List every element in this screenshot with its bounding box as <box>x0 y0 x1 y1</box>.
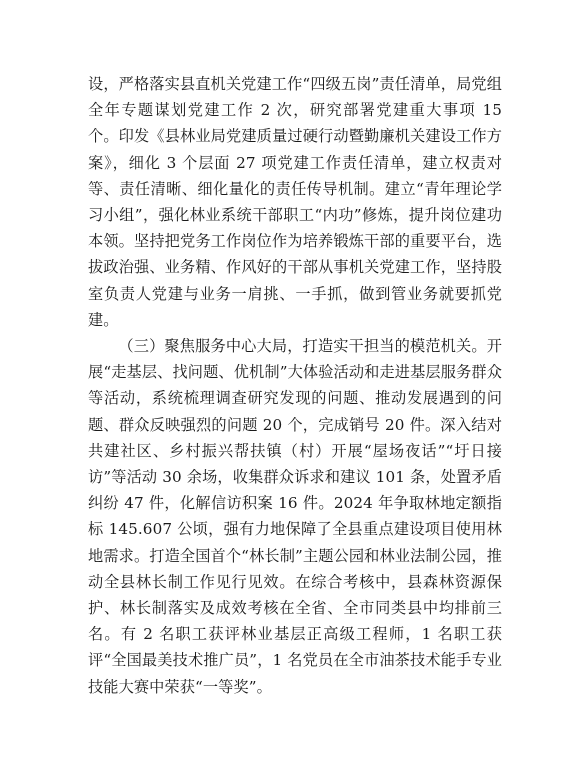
body-text <box>88 71 502 700</box>
paragraph-party-building: 设，严格落实县直机关党建工作“四级五岗”责任清单，局党组全年专题谋划党建工作 2 次，研究部署党建重大事项 15 个。印发《县林业局党建质量过硬行动暨勤廉机关建设工作方案》，细化 3 个层面 27 项党建工作责任清单，建立权责对等、责任清晰、细化量化的责任传导机制。建立“青年理论学习小组”，强化林业系统干部职工“内功”修炼，提升岗位建功本领。坚持把党务工作岗位作为培养锻炼干部的重要平台，选拔政治强、业务精、作风好的干部从事机关党建工作，坚持股室负责人党建与业务一肩挑、一手抓，做到管业务就要抓党建。 <box>88 75 502 329</box>
paragraph-serve-central-work: （三）聚焦服务中心大局，打造实干担当的模范机关。开展“走基层、找问题、优机制”大体验活动和走进基层服务群众等活动，系统梳理调查研究发现的问题、推动发展遇到的问题、群众反映强烈的问题 20 个，完成销号 20 件。深入结对共建社区、乡村振兴帮扶镇（村）开展“屋场夜话”“圩日接访”等活动 30 余场，收集群众诉求和建议 101 条，处置矛盾纠纷 47 件，化解信访积案 16 件。2024 年争取林地定额指标 145.607 公顷，强有力地保障了全县重点建设项目使用林地需求。打造全国首个“林长制”主题公园和林业法制公园，推动全县林长制工作见行见效。在综合考核中，县森林资源保护、林长制落实及成效考核在全省、全市同类县中均排前三名。有 2 名职工获评林业基层正高级工程师，1 名职工获评“全国最美技术推广员”，1 名党员在全市油茶技术能手专业技能大赛中荣获“一等奖”。 <box>88 337 502 696</box>
